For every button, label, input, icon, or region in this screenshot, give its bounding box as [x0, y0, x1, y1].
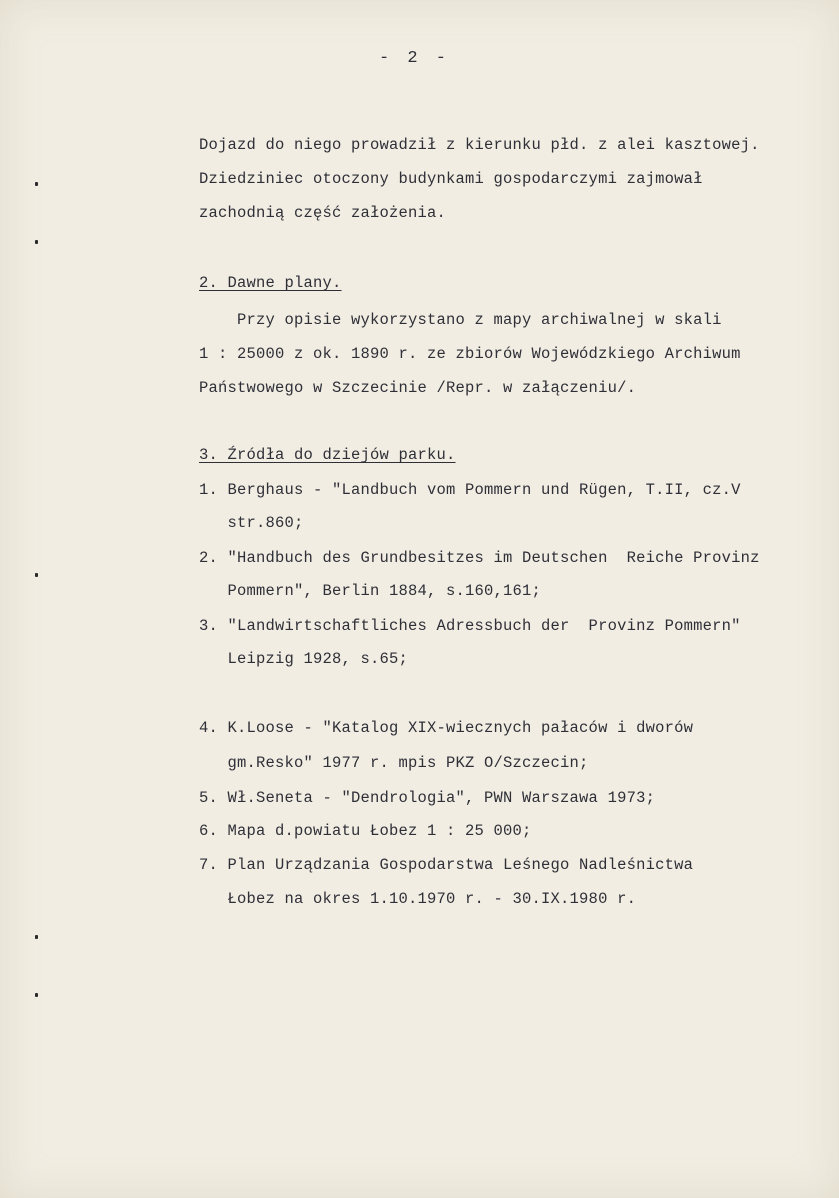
source-item-5-line-1: 5. Wł.Seneta - "Dendrologia", PWN Warszawa 1973;: [199, 789, 656, 807]
intro-line-1: Dojazd do niego prowadził z kierunku płd. z alei kasztowej.: [199, 136, 760, 154]
margin-mark: [35, 240, 38, 244]
page-number: - 2 -: [379, 49, 451, 68]
section-2-heading: 2. Dawne plany.: [199, 274, 342, 292]
intro-line-2: Dziedziniec otoczony budynkami gospodarczymi zajmował: [199, 170, 703, 188]
intro-line-3: zachodnią część założenia.: [199, 204, 447, 222]
source-item-1-line-2: str.860;: [199, 514, 304, 532]
margin-mark: [35, 182, 38, 186]
section-2-line-1: Przy opisie wykorzystano z mapy archiwalnej w skali: [199, 311, 722, 329]
source-item-4-line-1: 4. K.Loose - "Katalog XIX-wiecznych pałaców i dworów: [199, 719, 694, 737]
source-item-2-line-1: 2. "Handbuch des Grundbesitzes im Deutschen Reiche Provinz: [199, 549, 760, 567]
source-item-4-line-2: gm.Resko" 1977 r. mpis PKZ O/Szczecin;: [199, 754, 589, 772]
source-item-3-line-1: 3. "Landwirtschaftliches Adressbuch der Provinz Pommern": [199, 617, 741, 635]
section-2-line-3: Państwowego w Szczecinie /Repr. w załączeniu/.: [199, 379, 637, 397]
margin-mark: [35, 993, 38, 997]
source-item-1-line-1: 1. Berghaus - "Landbuch vom Pommern und Rügen, T.II, cz.V: [199, 481, 741, 499]
section-3-heading: 3. Źródła do dziejów parku.: [199, 446, 456, 464]
source-item-7-line-2: Łobez na okres 1.10.1970 r. - 30.IX.1980 r.: [199, 890, 637, 908]
margin-mark: [35, 573, 38, 577]
margin-mark: [35, 935, 38, 939]
source-item-6-line-1: 6. Mapa d.powiatu Łobez 1 : 25 000;: [199, 822, 532, 840]
section-2-line-2: 1 : 25000 z ok. 1890 r. ze zbiorów Wojewódzkiego Archiwum: [199, 345, 741, 363]
source-item-3-line-2: Leipzig 1928, s.65;: [199, 650, 409, 668]
source-item-2-line-2: Pommern", Berlin 1884, s.160,161;: [199, 582, 542, 600]
source-item-7-line-1: 7. Plan Urządzania Gospodarstwa Leśnego Nadleśnictwa: [199, 856, 694, 874]
